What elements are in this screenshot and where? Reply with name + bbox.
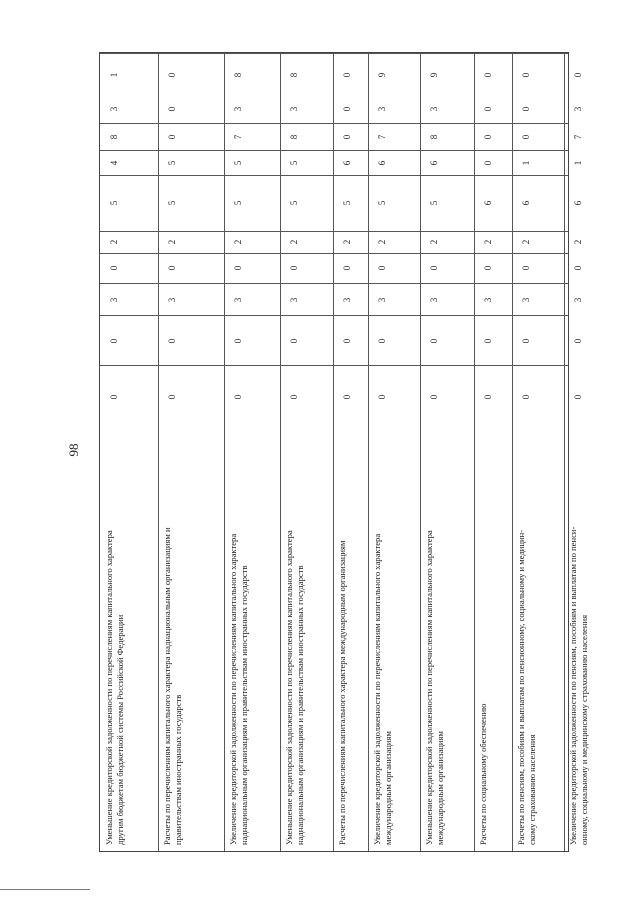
column-divider xyxy=(100,231,568,232)
row-label-line: Увеличение кредиторской задолженности по перечислениям капитального характера xyxy=(372,533,382,845)
code-digit: 8 xyxy=(289,134,299,140)
row-divider xyxy=(368,53,369,851)
code-digit: 0 xyxy=(167,134,177,140)
row-label-line: Уменьшение кредиторской задолженности по перечислениям капитального характера xyxy=(284,530,294,845)
row-divider xyxy=(158,53,159,851)
code-digit: 0 xyxy=(289,265,299,271)
code-digit: 3 xyxy=(573,297,583,303)
code-digit: 0 xyxy=(167,106,177,112)
code-digit: 8 xyxy=(233,72,243,78)
column-divider xyxy=(100,123,568,124)
row-label xyxy=(284,530,306,845)
code-digit: 0 xyxy=(483,394,493,400)
code-digit: 6 xyxy=(483,200,493,206)
code-digit: 3 xyxy=(429,106,439,112)
code-digit: 5 xyxy=(342,200,352,206)
code-digit: 6 xyxy=(377,160,387,166)
row-divider xyxy=(420,53,421,851)
code-digit: 2 xyxy=(342,239,352,245)
code-digit: 3 xyxy=(377,297,387,303)
code-digit: 0 xyxy=(377,394,387,400)
code-digit: 3 xyxy=(233,297,243,303)
code-digit: 0 xyxy=(483,72,493,78)
code-digit: 0 xyxy=(573,338,583,344)
row-label-line: наднациональным организациям и правительствам иностранных государств xyxy=(239,565,249,845)
row-label xyxy=(478,704,489,845)
row-label-line: международным организациям xyxy=(435,731,445,845)
code-digit: 0 xyxy=(377,338,387,344)
code-digit: 2 xyxy=(167,239,177,245)
code-digit: 3 xyxy=(109,297,119,303)
row-label-line: Уменьшение кредиторской задолженности по перечислениям капитального характера xyxy=(424,530,434,845)
column-divider xyxy=(100,315,568,316)
code-digit: 0 xyxy=(429,338,439,344)
row-divider xyxy=(474,53,475,851)
code-digit: 3 xyxy=(429,297,439,303)
code-digit: 0 xyxy=(233,338,243,344)
code-digit: 6 xyxy=(521,200,531,206)
code-digit: 0 xyxy=(429,394,439,400)
code-digit: 5 xyxy=(233,160,243,166)
code-digit: 0 xyxy=(342,106,352,112)
column-divider xyxy=(100,365,568,366)
code-digit: 0 xyxy=(573,72,583,78)
code-digit: 0 xyxy=(521,394,531,400)
code-digit: 0 xyxy=(342,338,352,344)
code-digit: 7 xyxy=(233,134,243,140)
code-digit: 3 xyxy=(289,106,299,112)
document-table xyxy=(99,52,589,852)
code-digit: 0 xyxy=(483,160,493,166)
code-digit: 3 xyxy=(233,106,243,112)
code-digit: 0 xyxy=(377,265,387,271)
code-digit: 9 xyxy=(377,72,387,78)
code-digit: 3 xyxy=(109,106,119,112)
code-digit: 3 xyxy=(521,297,531,303)
code-digit: 0 xyxy=(483,134,493,140)
code-digit: 7 xyxy=(377,134,387,140)
code-digit: 0 xyxy=(167,265,177,271)
row-label xyxy=(337,541,348,845)
code-digit: 0 xyxy=(521,72,531,78)
code-digit: 2 xyxy=(377,239,387,245)
code-digit: 5 xyxy=(289,160,299,166)
code-digit: 0 xyxy=(573,394,583,400)
code-digit: 5 xyxy=(109,200,119,206)
code-digit: 5 xyxy=(429,200,439,206)
code-digit: 5 xyxy=(289,200,299,206)
code-digit: 5 xyxy=(233,200,243,206)
row-label-line: онному, социальному и медицинскому страхованию населения xyxy=(579,614,589,845)
row-divider xyxy=(512,53,513,851)
code-digit: 3 xyxy=(342,297,352,303)
page-number: 98 xyxy=(66,443,81,457)
row-label xyxy=(424,530,446,845)
code-digit: 0 xyxy=(483,338,493,344)
code-digit: 2 xyxy=(521,239,531,245)
row-label-line: Увеличение кредиторской задолженности по перечислениям капитального характера xyxy=(228,533,238,845)
row-label-line: Уменьшение кредиторской задолженности по перечислениям капитального характера xyxy=(104,530,114,845)
code-digit: 3 xyxy=(573,106,583,112)
code-digit: 0 xyxy=(483,106,493,112)
row-label-line: международным организациям xyxy=(383,731,393,845)
code-digit: 7 xyxy=(573,134,583,140)
column-divider xyxy=(100,150,568,151)
row-label xyxy=(104,530,126,845)
code-digit: 0 xyxy=(233,394,243,400)
code-digit: 6 xyxy=(429,160,439,166)
code-digit: 2 xyxy=(573,239,583,245)
column-divider xyxy=(100,53,568,54)
row-label-line: Расчеты по социальному обеспечению xyxy=(478,703,488,845)
row-label-line: скому страхованию населения xyxy=(527,734,537,845)
code-digit: 8 xyxy=(109,134,119,140)
row-label-line: наднациональным организациям и правительствам иностранных государств xyxy=(295,565,305,845)
code-digit: 3 xyxy=(483,297,493,303)
code-digit: 0 xyxy=(342,72,352,78)
column-divider xyxy=(100,175,568,176)
code-digit: 3 xyxy=(167,297,177,303)
code-digit: 0 xyxy=(289,394,299,400)
row-label xyxy=(516,530,538,845)
code-digit: 0 xyxy=(233,265,243,271)
code-digit: 5 xyxy=(167,200,177,206)
code-digit: 6 xyxy=(573,200,583,206)
code-digit: 2 xyxy=(109,239,119,245)
code-digit: 0 xyxy=(342,134,352,140)
column-divider xyxy=(100,283,568,284)
code-digit: 0 xyxy=(167,338,177,344)
code-digit: 5 xyxy=(167,160,177,166)
code-digit: 1 xyxy=(521,160,531,166)
code-digit: 9 xyxy=(429,72,439,78)
code-digit: 2 xyxy=(429,239,439,245)
column-divider xyxy=(100,253,568,254)
row-label-line: Расчеты по перечислениям капитального характера международным организациям xyxy=(337,540,347,845)
code-digit: 0 xyxy=(573,265,583,271)
row-label xyxy=(372,534,394,845)
code-digit: 3 xyxy=(289,297,299,303)
row-divider xyxy=(280,53,281,851)
row-divider xyxy=(224,53,225,851)
code-digit: 8 xyxy=(429,134,439,140)
code-digit: 0 xyxy=(342,394,352,400)
code-digit: 0 xyxy=(521,338,531,344)
code-digit: 5 xyxy=(377,200,387,206)
row-label-line: Увеличение кредиторской задолженности по пенсиям, пособиям и выплатам по пенси- xyxy=(568,526,578,845)
code-digit: 2 xyxy=(483,239,493,245)
row-divider xyxy=(333,53,334,851)
code-digit: 0 xyxy=(109,265,119,271)
code-digit: 0 xyxy=(109,394,119,400)
row-label xyxy=(162,527,184,845)
code-digit: 0 xyxy=(289,338,299,344)
row-label-line: Расчеты по пенсиям, пособиям и выплатам по пенсионному, социальному и медицин- xyxy=(516,529,526,845)
row-label-line: правительствам иностранных государств xyxy=(173,694,183,845)
code-digit: 0 xyxy=(167,72,177,78)
code-digit: 4 xyxy=(109,160,119,166)
row-label xyxy=(228,534,250,845)
code-digit: 0 xyxy=(521,106,531,112)
code-digit: 0 xyxy=(167,394,177,400)
row-label-line: другим бюджетам бюджетной системы Российской Федерации xyxy=(115,614,125,845)
code-digit: 8 xyxy=(289,72,299,78)
code-digit: 0 xyxy=(521,265,531,271)
code-digit: 0 xyxy=(483,265,493,271)
code-digit: 6 xyxy=(342,160,352,166)
code-digit: 2 xyxy=(289,239,299,245)
code-digit: 3 xyxy=(377,106,387,112)
code-digit: 0 xyxy=(521,134,531,140)
code-digit: 1 xyxy=(573,160,583,166)
row-label-line: Расчеты по перечислениям капитального характера наднациональным организациям и xyxy=(162,527,172,845)
code-digit: 0 xyxy=(429,265,439,271)
code-digit: 2 xyxy=(233,239,243,245)
code-digit: 1 xyxy=(109,72,119,78)
scan-edge-line xyxy=(0,889,90,890)
code-digit: 0 xyxy=(342,265,352,271)
row-label xyxy=(568,527,590,845)
row-divider xyxy=(564,53,565,851)
code-digit: 0 xyxy=(109,338,119,344)
